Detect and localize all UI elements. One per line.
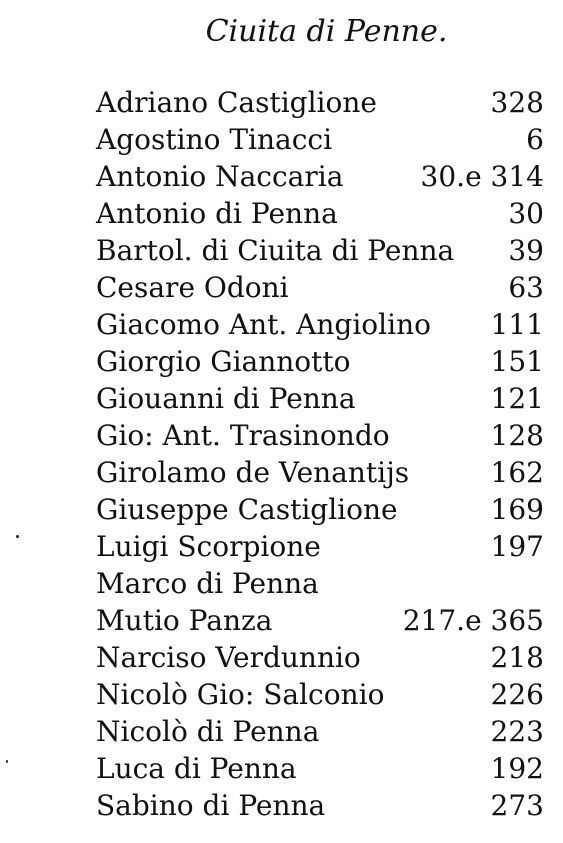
entry-name: Nicolò Gio: Salconio: [96, 678, 385, 711]
entry-page-number: 217.e 365: [402, 604, 544, 637]
entry-name: Marco di Penna: [96, 567, 319, 600]
index-entry: [96, 306, 544, 343]
entry-name: Bartol. di Ciuita di Penna: [96, 234, 455, 267]
index-entry: [96, 491, 544, 528]
entry-page-number: 121: [490, 382, 544, 415]
index-entry: [96, 121, 544, 158]
index-entry: [96, 713, 544, 750]
entry-page-number: 169: [490, 493, 544, 526]
entry-name: Antonio di Penna: [96, 197, 338, 230]
entry-name: Gio: Ant. Trasinondo: [96, 419, 390, 452]
index-entry: [96, 565, 544, 602]
ink-speck: [6, 760, 8, 763]
entry-page-number: 273: [490, 789, 544, 822]
index-entry: [96, 787, 544, 824]
entry-name: Giorgio Giannotto: [96, 345, 351, 378]
entry-name: Adriano Castiglione: [96, 86, 377, 119]
entry-page-number: 162: [490, 456, 544, 489]
entry-name: Cesare Odoni: [96, 271, 289, 304]
entry-page-number: 30: [508, 197, 544, 230]
entry-name: Luca di Penna: [96, 752, 297, 785]
index-entry: [96, 269, 544, 306]
index-entry: [96, 195, 544, 232]
entry-name: Luigi Scorpione: [96, 530, 321, 563]
name-index-list: [96, 84, 544, 824]
index-entry: [96, 676, 544, 713]
entry-page-number: 151: [490, 345, 544, 378]
entry-page-number: 39: [508, 234, 544, 267]
index-entry: [96, 750, 544, 787]
entry-page-number: 226: [490, 678, 544, 711]
entry-page-number: 6: [526, 123, 544, 156]
entry-page-number: 30.e 314: [420, 160, 544, 193]
entry-name: Nicolò di Penna: [96, 715, 320, 748]
entry-page-number: 192: [490, 752, 544, 785]
entry-name: Agostino Tinacci: [96, 123, 333, 156]
entry-page-number: 111: [490, 308, 544, 341]
index-entry: [96, 343, 544, 380]
page-heading: Ciuita di Penne.: [205, 14, 448, 49]
entry-page-number: 63: [508, 271, 544, 304]
ink-speck: [16, 535, 19, 538]
entry-name: Girolamo de Venantijs: [96, 456, 410, 489]
entry-name: Giuseppe Castiglione: [96, 493, 398, 526]
entry-name: Mutio Panza: [96, 604, 273, 637]
entry-name: Sabino di Penna: [96, 789, 326, 822]
entry-name: Antonio Naccaria: [96, 160, 344, 193]
index-entry: [96, 380, 544, 417]
entry-page-number: 223: [490, 715, 544, 748]
index-entry: [96, 232, 544, 269]
index-entry: [96, 158, 544, 195]
entry-page-number: 128: [490, 419, 544, 452]
index-entry: [96, 528, 544, 565]
entry-page-number: 218: [490, 641, 544, 674]
index-entry: [96, 602, 544, 639]
index-entry: [96, 84, 544, 121]
entry-name: Giouanni di Penna: [96, 382, 356, 415]
index-entry: [96, 639, 544, 676]
entry-name: Narciso Verdunnio: [96, 641, 361, 674]
index-entry: [96, 417, 544, 454]
entry-page-number: 197: [490, 530, 544, 563]
entry-name: Giacomo Ant. Angiolino: [96, 308, 431, 341]
entry-page-number: 328: [490, 86, 544, 119]
index-entry: [96, 454, 544, 491]
